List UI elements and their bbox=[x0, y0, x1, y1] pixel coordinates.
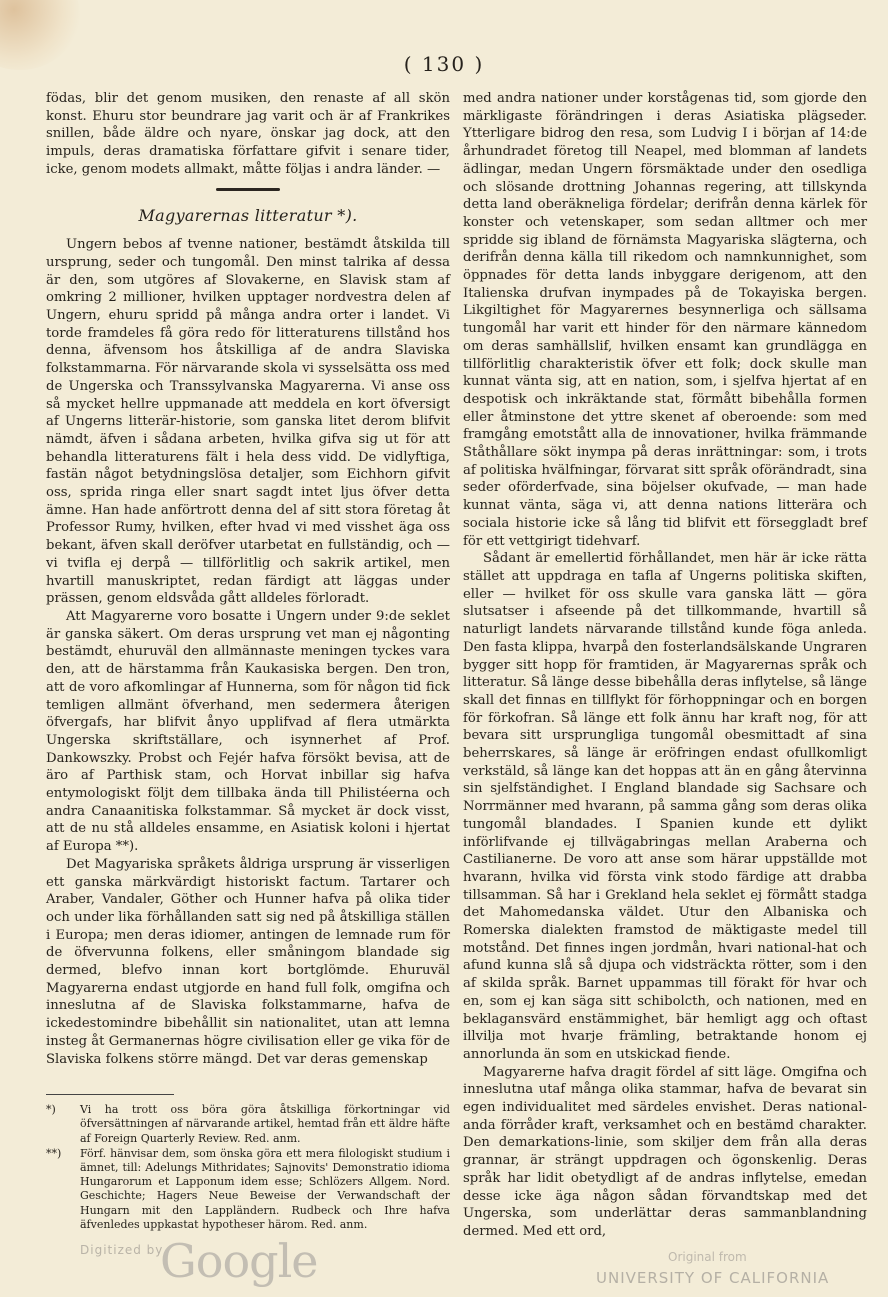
body-paragraph: Magyarerne hafva dragit fördel af sitt läge. Omgifna och inneslutna utaf många olika stammar, hafva de bevarat sin egen individualitet med särdeles envishet. Deras national-anda förråder kraft, verksamhet och en bestämd charakter. Den demarkations-linie, som skiljer dem från alla deras grannar, är strängt uppdragen och ögonskenlig. Deras språk har lidit obetydligt af de andras inflytelse, emedan desse icke äga någon sådan förvandtskap med det Ungerska, som underlättar deras sammanblandning dermed. Med ett ord, bbox=[463, 1064, 867, 1239]
page-number: ( 130 ) bbox=[403, 52, 485, 76]
digitized-by-watermark: Digitized by bbox=[80, 1243, 164, 1257]
right-column bbox=[463, 90, 867, 1241]
body-paragraph: Det Magyariska språkets åldriga ursprung är visserligen ett ganska märkvärdigt historiskt factum. Tartarer och Araber, Vandaler, Göther och Hunner hafva på olika tider och under lika förhållanden satt sig ned på åtskilliga ställen i Europa; men deras idiomer, antingen de lemnade rum för de öfvervunna folkens, eller småningom blandade sig dermed, blefvo innan kort bortglömde. Ehuruväl Magyarerna endast utgjorde en hand full folk, omgifna och inneslutna af de Slaviska folkstammarne, hafva de ickedestomindre bibehållit sin nationalitet, utan att lemna insteg åt Germanernas högre civilisation eller ge vika för de Slaviska folkens större mängd. Det var deras gemenskap bbox=[46, 856, 450, 1067]
left-column bbox=[46, 90, 450, 1233]
section-divider bbox=[216, 188, 280, 191]
footnote-mark: *) bbox=[46, 1103, 56, 1117]
body-paragraph: Sådant är emellertid förhållandet, men här är icke rätta stället att uppdraga en tafla af Ungerns politiska skiften, eller — hvilket för oss skulle vara ganska lätt — göra slutsatser i afseende på det tillkommande, hvartill så naturligt landets närvarande tillstånd kunde föga anleda. Den fasta klippa, hvarpå den fosterlandsälskande Ungraren bygger sitt hopp för framtiden, är Magyarernas språk och litteratur. Så länge desse bibehålla deras inflytelse, så länge skall det finnas en tillflykt för förhoppningar och en borgen för förkofran. Så länge ett folk ännu har kraft nog, för att bevara sitt ursprungliga tungomål obesmittadt af sina beherrskares, så länge är eröfringen endast ofullkomligt verkstäld, så länge kan det hoppas att än en gång återvinna sin sjelfständighet. I England blandade sig Sachsare och Norrmänner med hvarann, på samma gång som deras olika tungomål blandades. I Spanien kunde ett dylikt införlifvande ej tillvägabringas mellan Araberna och Castilianerne. De voro att anse som härar uppställde mot hvarann, hvilka vid första vink stodo färdige att drabba tillsamman. Så har i Grekland hela seklet ej förmått stadga det Mahomedanska väldet. Utur den Albaniska och Romerska dialekten framstod de mäktigaste medel till motstånd. Det finnes ingen jordmån, hvari national-hat och afund kunna slå så djupa och vidsträckta rötter, som i den af skilda språk. Barnet uppammas till förakt för hvar och en, som ej kan säga sitt schibolcth, och nationen, med en beklagansvärd enstämmighet, bär hemligt agg och oftast illvilja mot hvarje främling, betraktande honom ej annorlunda än som en utskickad fiende. bbox=[463, 551, 867, 1062]
body-paragraph: med andra nationer under korstågenas tid, som gjorde den märkligaste förändringen i deras Asiatiska plägseder. Ytterligare bidrog den resa, som Ludvig I i början af 14:de århundradet företog till Neapel, med blomman af landets ädlingar, medan Ungern försmäktade under den osedliga och slösande drottning Johannas regering, att tillskynda detta land oberäkneliga fördelar; derifrån denna kärlek för konster och vetenskaper, som sedan alltmer och mer spridde sig ibland de förnämsta Magyariska slägterna, och derifrån denna källa till rikedom och namnkunnighet, som öppnades för detta lands inbyggare derigenom, att den Italienska drufvan inympades på de Tokayiska bergen. Likgiltighet för Magyarernes besynnerliga och sällsama tungomål har varit ett hinder för den närmare kännedom om deras samhällslif, hvilken ensamt kan grundlägga en tillförlitlig charakteristik öfver ett folk; dock skulle man kunnat vänta sig, att en nation, som, i sjelfva hjertat af en despotisk och inkräktande stat, förmått bibehålla formen eller åtminstone det yttre skenet af oberoende: som med framgång emotstått alla de innovationer, hvilka främmande Ståthållare sökt inympa på deras inrättningar: som, i trots af politiska hvälfningar, förvarat sitt språk oförändradt, sina seder oförderfvade, sina böjelser okufvade, — man hade kunnat vänta, säga vi, att denna nations litterära och sociala historie icke så lång tid blifvit ett förseggladt bref för ett vettgirigt tidehvarf. bbox=[463, 91, 867, 549]
footnote bbox=[46, 1103, 450, 1146]
footnote-text: Vi ha trott oss böra göra åtskilliga förkortningar vid öfversättningen af närvarande artikel, hemtad från ett äldre häfte af Foreign Quarterly Review. Red. anm. bbox=[80, 1103, 450, 1145]
footnote-text: Förf. hänvisar dem, som önska göra ett mera filologiskt studium i ämnet, till: Adelungs Mithridates; Sajnovits' Demonstratio idioma Hungarorum et Lapponum idem esse; Schlözers Allgem. Nord. Geschichte; Hagers Neue Beweise der Verwandschaft der Hungarn mit den Lappländern. Rudbeck och Ihre hafva äfvenledes uppkastat hypotheser härom. Red. anm. bbox=[80, 1146, 450, 1231]
body-paragraph: Ungern bebos af tvenne nationer, bestämdt åtskilda till ursprung, seder och tungomål. Den minst talrika af dessa är den, som utgöres af Slovakerne, en Slavisk stam af omkring 2 millioner, hvilken upptager nordvestra delen af Ungern, ehuru spridd på många andra orter i landet. Vi torde framdeles få göra redo för litteraturens tillstånd hos denna, äfvensom hos åtskilliga af de andra Slaviska folkstammarna. För närvarande skola vi sysselsätta oss med de Ungerska och Transsylvanska Magyarerna. Vi anse oss så mycket hellre uppmanade att meddela en kort öfversigt af Ungerns litterär-historie, som ganska litet derom blifvit nämdt, äfven i sådana arbeten, hvilka gifva sig ut för att behandla litteraturens fält i hela dess vidd. De vidlyftiga, fastän något betydningslösa detaljer, som Eichhorn gifvit oss, sprida ringa eller snart sagdt intet ljus öfver detta ämne. Han hade anförtrott denna del af sitt stora företag åt Professor Rumy, hvilken, efter hvad vi med visshet äga oss bekant, äfven skall deröfver utarbetat en fullständig, och — vi tvifla ej derpå — tillförlitlig och sakrik artikel, men hvartill manuskriptet, redan färdigt att läggas under prässen, genom eldsvåda gått alldeles förloradt. bbox=[46, 237, 450, 607]
intro-paragraph: födas, blir det genom musiken, den renaste af all skön konst. Ehuru stor beundrare jag varit och är af Frankrikes snillen, både äldre och nyare, önskar jag dock, att den impuls, deras dramatiska författare gifvit i senare tider, icke, genom modets allmakt, måtte följas i andra länder. — bbox=[46, 91, 450, 177]
original-from-watermark: Original from bbox=[668, 1250, 747, 1264]
institution-watermark: UNIVERSITY OF CALIFORNIA bbox=[596, 1269, 830, 1287]
footnote-mark: **) bbox=[46, 1146, 62, 1160]
body-paragraph: Att Magyarerne voro bosatte i Ungern under 9:de seklet är ganska säkert. Om deras ursprung vet man ej någonting bestämdt, ehuruväl den allmännaste meningen tyckes vara den, att de härstamma från Kaukasiska bergen. Den tron, att de voro afkomlingar af Hunnerna, som för någon tid fick temligen allmänt öfverhand, men sedermera återigen öfvergafs, har blifvit ånyo upplifvad af flera utmärkta Ungerska skriftställare, och isynnerhet af Prof. Dankowszky. Probst och Fejér hafva försökt bevisa, att de äro af Parthisk stam, och Horvat inbillar sig hafva entymologiskt följt dem tillbaka ända till Philistéerna och andra Canaanitiska folkstammar. Så mycket är dock visst, att de nu stå alldeles ensamme, en Asiatisk koloni i hjertat af Europa **). bbox=[46, 608, 450, 855]
article-heading: Magyarernas litteratur *). bbox=[138, 205, 358, 225]
google-logo-watermark: Google bbox=[160, 1234, 318, 1288]
footnote bbox=[46, 1147, 450, 1232]
footnote-rule bbox=[46, 1094, 174, 1095]
